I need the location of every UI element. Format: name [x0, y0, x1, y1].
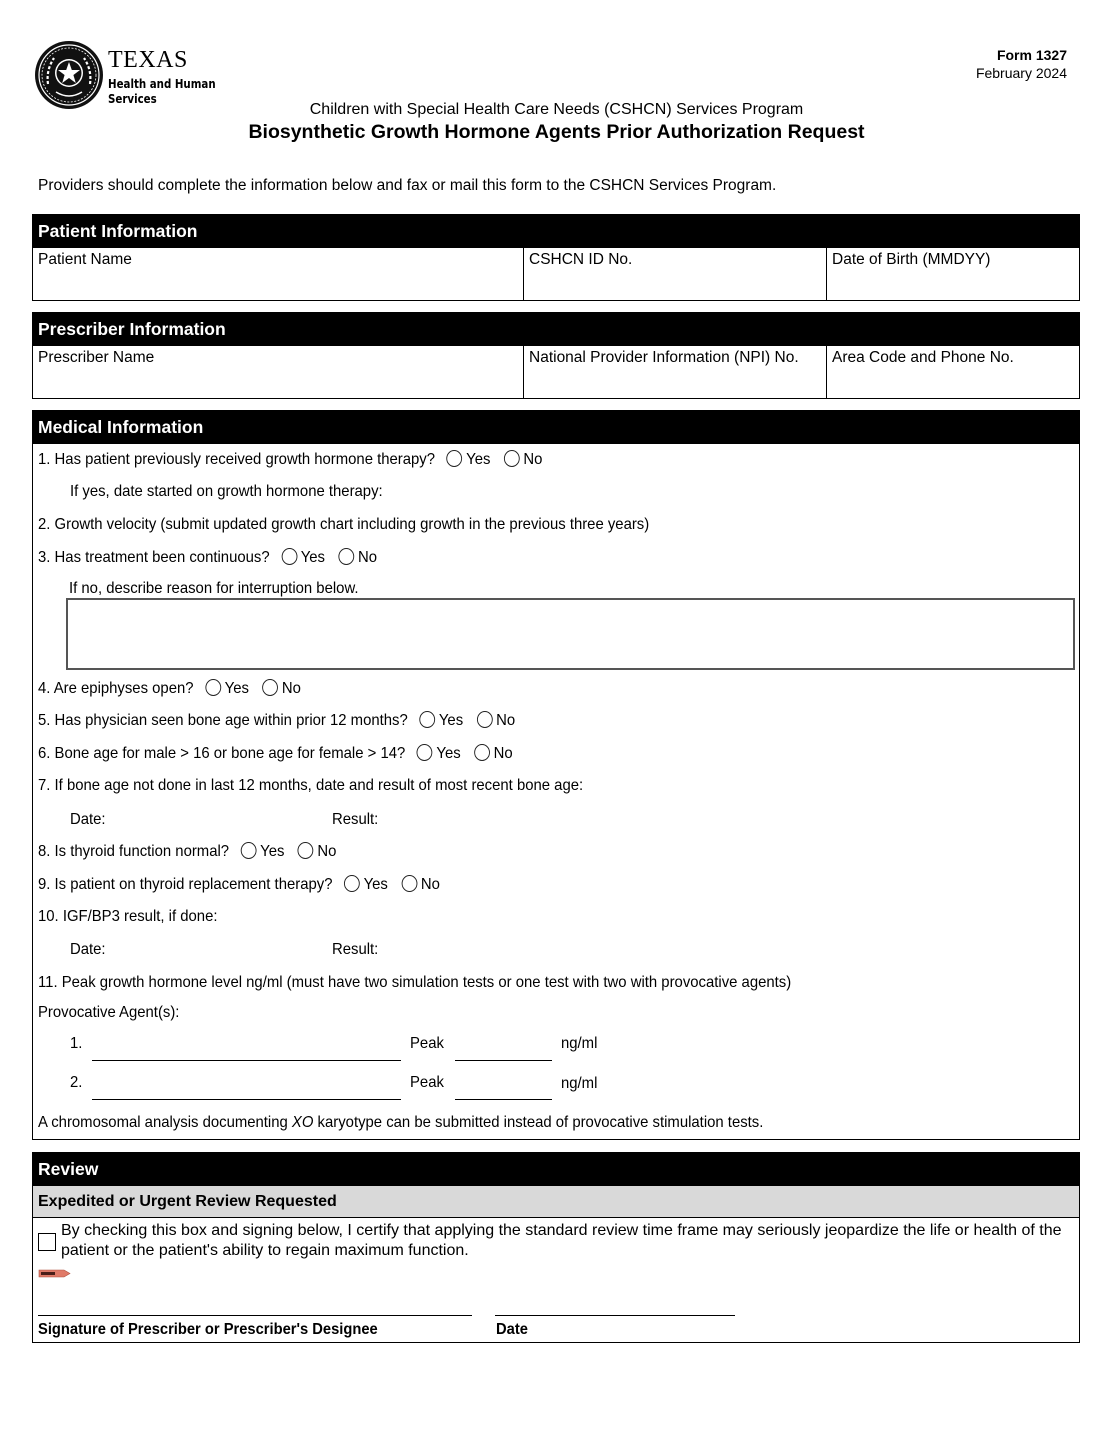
- question-1: 1. Has patient previously received growth hormone therapy? Yes No: [38, 451, 543, 468]
- section-heading: Medical Information: [33, 411, 1079, 444]
- q9-yes-radio[interactable]: [344, 875, 360, 892]
- q1-yes-radio[interactable]: [447, 450, 463, 467]
- npi-number-field[interactable]: National Provider Information (NPI) No.: [524, 346, 827, 398]
- prescriber-information-section: [32, 312, 1080, 399]
- agent-2-number: 2.: [70, 1074, 83, 1091]
- q3-no-radio[interactable]: [338, 548, 354, 565]
- logo-texas-text: TEXAS: [108, 47, 188, 73]
- prescriber-name-field[interactable]: Prescriber Name: [33, 346, 524, 398]
- provocative-agents-label: Provocative Agent(s):: [38, 1004, 180, 1021]
- certification-text: By checking this box and signing below, I certify that applying the standard review time frame may seriously jeopardize the life or health of the patient or the patient's ability to regain maximum function.: [61, 1222, 1062, 1259]
- q7-result-field[interactable]: Result:: [332, 811, 379, 828]
- signature-date-input[interactable]: [495, 1315, 735, 1316]
- interruption-reason-textarea[interactable]: [66, 598, 1075, 670]
- intro-instructions: Providers should complete the information below and fax or mail this form to the CSHCN Services Program.: [38, 177, 777, 194]
- q3-yes-radio[interactable]: [281, 548, 297, 565]
- agent-1-input[interactable]: [92, 1060, 401, 1061]
- karyotype-note: A chromosomal analysis documenting XO karyotype can be submitted instead of provocative stimulation tests.: [38, 1114, 764, 1131]
- agent-2-peak-input[interactable]: [455, 1099, 552, 1100]
- question-7: 7. If bone age not done in last 12 months, date and result of most recent bone age:: [38, 777, 584, 794]
- agent-1-unit: ng/ml: [561, 1035, 598, 1052]
- q7-date-field[interactable]: Date:: [70, 811, 106, 828]
- agent-1-peak-input[interactable]: [455, 1060, 552, 1061]
- patient-information-section: [32, 214, 1080, 301]
- question-3: 3. Has treatment been continuous? Yes No: [38, 549, 377, 566]
- expedited-review-heading: Expedited or Urgent Review Requested: [33, 1186, 1079, 1218]
- logo-agency-text: Health and Human Services: [108, 76, 216, 106]
- review-section: [32, 1152, 1080, 1343]
- question-6: 6. Bone age for male > 16 or bone age for female > 14? Yes No: [38, 745, 513, 762]
- q8-yes-radio[interactable]: [241, 842, 257, 859]
- signature-date-label: Date: [496, 1321, 528, 1338]
- cshcn-id-field[interactable]: CSHCN ID No.: [524, 248, 827, 300]
- section-heading: Prescriber Information: [33, 313, 1079, 346]
- form-identifier: [976, 46, 1067, 82]
- agent-2-unit: ng/ml: [561, 1075, 598, 1092]
- agent-1-peak-label: Peak: [410, 1035, 444, 1052]
- sign-here-arrow-icon: [38, 1269, 71, 1278]
- q4-yes-radio[interactable]: [205, 679, 221, 696]
- question-10: 10. IGF/BP3 result, if done:: [38, 908, 218, 925]
- question-2[interactable]: 2. Growth velocity (submit updated growth chart including growth in the previous three years): [38, 516, 650, 533]
- q10-date-field[interactable]: Date:: [70, 941, 106, 958]
- question-4: 4. Are epiphyses open? Yes No: [38, 680, 301, 697]
- patient-name-field[interactable]: Patient Name: [33, 248, 524, 300]
- question-1-date-started[interactable]: If yes, date started on growth hormone therapy:: [70, 483, 383, 500]
- agent-2-input[interactable]: [92, 1099, 401, 1100]
- question-5: 5. Has physician seen bone age within prior 12 months? Yes No: [38, 712, 516, 729]
- q10-result-field[interactable]: Result:: [332, 941, 379, 958]
- form-date: February 2024: [975, 65, 1067, 81]
- q6-yes-radio[interactable]: [417, 744, 433, 761]
- section-heading: Review: [33, 1153, 1079, 1186]
- date-of-birth-field[interactable]: Date of Birth (MMDYY): [832, 251, 991, 268]
- section-heading: Patient Information: [33, 215, 1079, 248]
- q5-yes-radio[interactable]: [419, 711, 435, 728]
- program-name: Children with Special Health Care Needs (CSHCN) Services Program: [309, 101, 804, 118]
- signature-label: Signature of Prescriber or Prescriber's Designee: [38, 1321, 378, 1338]
- q9-no-radio[interactable]: [401, 875, 417, 892]
- expedited-review-checkbox[interactable]: [38, 1233, 56, 1251]
- signature-input[interactable]: [38, 1315, 472, 1316]
- question-3-reason-label: If no, describe reason for interruption below.: [69, 580, 359, 597]
- q6-no-radio[interactable]: [474, 744, 490, 761]
- question-11: 11. Peak growth hormone level ng/ml (must have two simulation tests or one test with two with provocative agents): [38, 974, 792, 991]
- question-9: 9. Is patient on thyroid replacement therapy? Yes No: [38, 876, 440, 893]
- q4-no-radio[interactable]: [262, 679, 278, 696]
- q1-no-radio[interactable]: [504, 450, 520, 467]
- question-8: 8. Is thyroid function normal? Yes No: [38, 843, 337, 860]
- agent-1-number: 1.: [70, 1035, 83, 1052]
- form-number: Form 1327: [996, 47, 1067, 63]
- q5-no-radio[interactable]: [477, 711, 493, 728]
- agent-2-peak-label: Peak: [410, 1074, 444, 1091]
- form-title: Biosynthetic Growth Hormone Agents Prior Authorization Request: [248, 121, 865, 143]
- medical-information-section: [32, 410, 1080, 1140]
- q8-no-radio[interactable]: [298, 842, 314, 859]
- phone-number-field[interactable]: Area Code and Phone No.: [832, 349, 1014, 366]
